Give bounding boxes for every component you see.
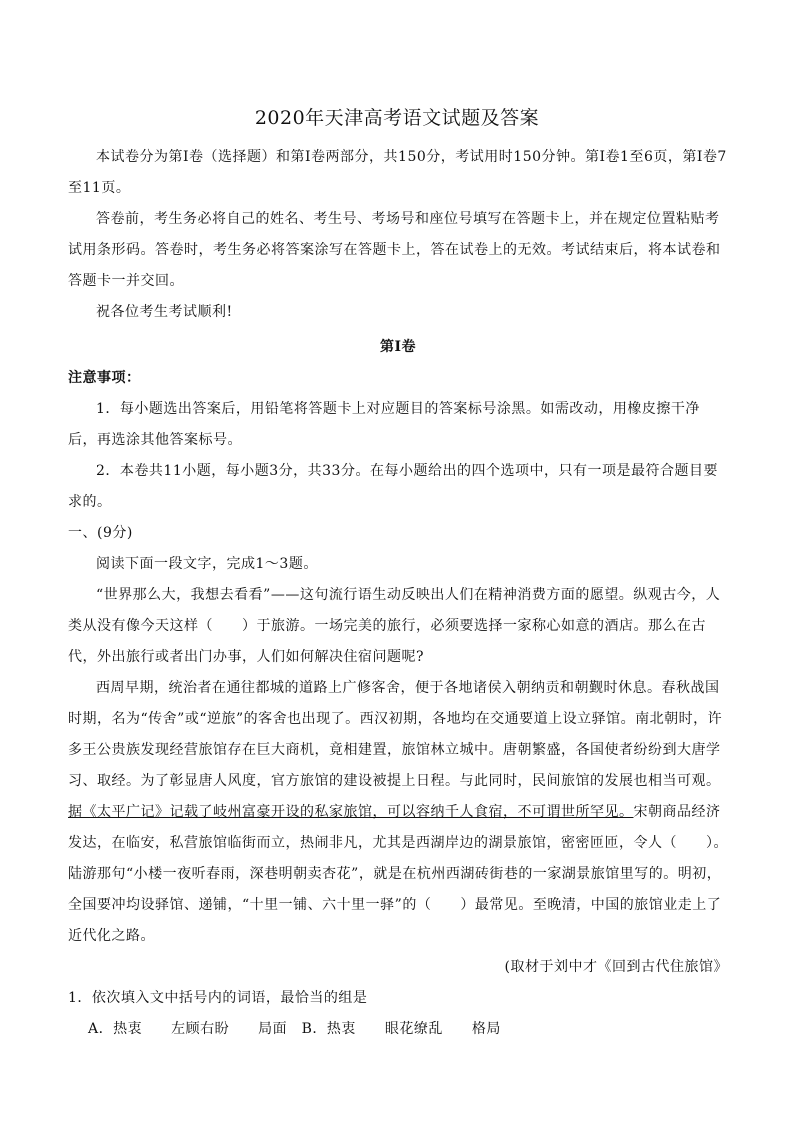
- passage-text-b: 宋朝商品经济发达，在临安，私营旅馆临街而立，热闹非凡，尤其是西湖岸边的湖景旅馆，密密匝匝，令人（ ）。陆游那句“小楼一夜听春雨，深巷明朝卖杏花”，就是在杭州西湖砖街巷的一家湖景旅馆里写的。明初，全国要冲均设驿馆、递铺，“十里一铺、六十里一驿”的（ ）最常见。至晚清，中国的旅馆业走上了近代化之路。: [68, 804, 728, 944]
- passage-paragraph-1: “世界那么大，我想去看看”——这句流行语生动反映出人们在精神消费方面的愿望。纵观古今，人类从没有像今天这样（ ）于旅游。一场完美的旅行，必须要选择一家称心如意的酒店。那么在古代，外出旅行或者出门办事，人们如何解决住宿问题呢?: [68, 587, 721, 665]
- page-title: 2020年天津高考语文试题及答案: [254, 107, 540, 129]
- notice-item-1: 1．每小题选出答案后，用铅笔将答题卡上对应题目的答案标号涂黑。如需改动，用橡皮擦干净后，再选涂其他答案标号。: [68, 401, 700, 448]
- intro-paragraph-3: 祝各位考生考试顺利!: [96, 304, 233, 320]
- passage-source: (取材于刘中才《回到古代住旅馆》: [504, 959, 728, 975]
- reading-instruction: 阅读下面一段文字，完成1～3题。: [96, 556, 318, 572]
- question-1-stem: 1．依次填入文中括号内的词语，最恰当的组是: [68, 990, 368, 1006]
- intro-paragraph-1: 本试卷分为第Ⅰ卷（选择题）和第Ⅰ卷两部分，共150分，考试用时150分钟。第Ⅰ卷1至6页，第Ⅰ卷7至11页。: [68, 149, 727, 196]
- passage-paragraph-2: [68, 673, 728, 952]
- notice-item-2: 2．本卷共11小题，每小题3分，共33分。在每小题给出的四个选项中，只有一项是最符合题目要求的。: [68, 463, 718, 510]
- document-body: [68, 142, 728, 1045]
- intro-paragraph-2: 答卷前，考生务必将自己的姓名、考生号、考场号和座位号填写在答题卡上，并在规定位置粘贴考试用条形码。答卷时，考生务必将答案涂写在答题卡上，答在试卷上的无效。考试结束后，将本试卷和答题卡一并交回。: [68, 211, 721, 289]
- part-heading: 一、(9分): [68, 525, 133, 541]
- section-title: 第Ⅰ卷: [379, 339, 417, 355]
- passage-text-a: 西周早期，统治者在通往都城的道路上广修客舍，便于各地诸侯入朝纳贡和朝觐时休息。春秋战国时期，名为“传舍”或“逆旅”的客舍也出现了。西汉初期，各地均在交通要道上设立驿馆。南北朝时，许多王公贵族发现经营旅馆存在巨大商机，竟相建置，旅馆林立城中。唐朝繁盛，各国使者纷纷到大唐学习、取经。为了彰显唐人风度，官方旅馆的建设被提上日程。与此同时，民间旅馆的发展也相当可观。: [68, 680, 723, 789]
- notice-heading: 注意事项：: [68, 370, 141, 386]
- underlined-sentence: 据《太平广记》记载了岐州富豪开设的私家旅馆，可以容纳千人食宿，不可谓世所罕见。: [68, 804, 634, 820]
- question-1-options: A．热衷 左顾右盼 局面 B．热衷 眼花缭乱 格局: [88, 1021, 501, 1037]
